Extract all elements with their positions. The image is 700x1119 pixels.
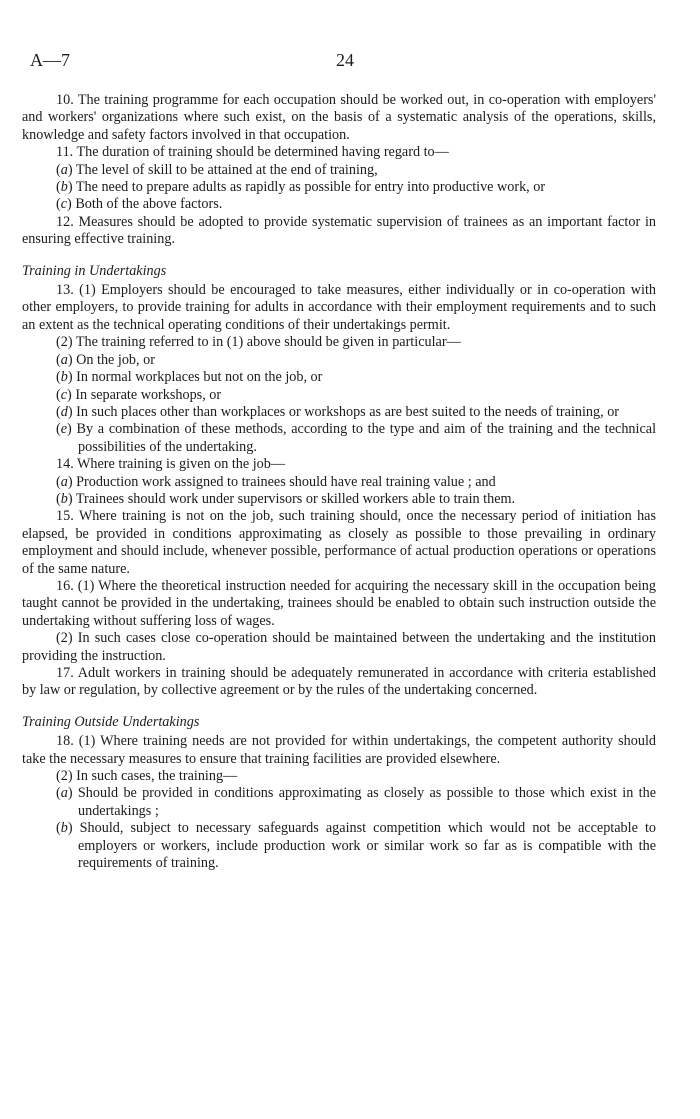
- list-item: (a) On the job, or: [56, 351, 155, 368]
- paragraph-11: 11. The duration of training should be determined having regard to—: [56, 144, 449, 161]
- paragraph-12: 12. Measures should be adopted to provide systematic supervision of trainees as an important factor in ensuring effective training.: [22, 213, 656, 248]
- document-body: [22, 92, 656, 872]
- paragraph-13-1: 13. (1) Employers should be encouraged to take measures, either individually or in co-operation with other employers, to provide training for adults in accordance with their employment requirements and to such an extent as the technical operating conditions of their undertakings permit.: [22, 282, 656, 333]
- list-item: (b) In normal workplaces but not on the job, or: [56, 369, 323, 386]
- paragraph-10: 10. The training programme for each occupation should be worked out, in co-operation with employers' and workers' organizations where such exist, on the basis of a systematic analysis of the operations, skills, knowledge and safety factors involved in that occupation.: [22, 92, 656, 143]
- paragraph-13-2: (2) The training referred to in (1) above should be given in particular—: [56, 334, 461, 351]
- section-heading: Training in Undertakings: [22, 262, 167, 279]
- list-item: (a) Should be provided in conditions approximating as closely as possible to those which exist in the undertakings ;: [56, 785, 656, 819]
- list-item: (e) By a combination of these methods, according to the type and aim of the training and the technical possibilities of the undertaking.: [56, 421, 657, 455]
- list-item: (c) Both of the above factors.: [56, 196, 223, 213]
- paragraph-17: 17. Adult workers in training should be adequately remunerated in accordance with criteria established by law or regulation, by collective agreement or by the rules of the undertaking concerned.: [22, 665, 656, 699]
- paragraph-14: 14. Where training is given on the job—: [56, 456, 286, 473]
- list-item: (b) The need to prepare adults as rapidly as possible for entry into productive work, or: [56, 179, 546, 196]
- paragraph-16-2: (2) In such cases close co-operation should be maintained between the undertaking and the institution providing the instruction.: [22, 630, 656, 664]
- list-item: (a) The level of skill to be attained at the end of training,: [56, 161, 378, 178]
- document-reference: A—7: [30, 50, 70, 70]
- paragraph-18-1: 18. (1) Where training needs are not provided for within undertakings, the competent authority should take the necessary measures to ensure that training facilities are provided elsewhere.: [22, 733, 656, 767]
- paragraph-18-2: (2) In such cases, the training—: [56, 768, 238, 785]
- paragraph-16-1: 16. (1) Where the theoretical instruction needed for acquiring the necessary skill in the occupation being taught cannot be provided in the undertaking, trainees should be enabled to obtain such instruction outside the undertaking without suffering loss of wages.: [22, 577, 656, 629]
- list-item: (b) Trainees should work under supervisors or skilled workers able to train them.: [56, 490, 516, 507]
- paragraph-15: 15. Where training is not on the job, such training should, once the necessary period of initiation has elapsed, be provided in conditions approximating as closely as possible to those prevailing in ordinary employment and should include, whenever possible, performance of actual production operations or operations of the same nature.: [22, 508, 656, 577]
- section-heading: Training Outside Undertakings: [22, 713, 200, 730]
- list-item: (b) Should, subject to necessary safeguards against competition which would not be acceptable to employers or workers, include production work or similar work so far as is compatible with the requirements of training.: [56, 820, 656, 872]
- list-item: (a) Production work assigned to trainees should have real training value ; and: [56, 473, 496, 490]
- page-number: 24: [336, 50, 354, 70]
- list-item: (c) In separate workshops, or: [56, 386, 222, 403]
- list-item: (d) In such places other than workplaces or workshops as are best suited to the needs of training, or: [56, 403, 620, 420]
